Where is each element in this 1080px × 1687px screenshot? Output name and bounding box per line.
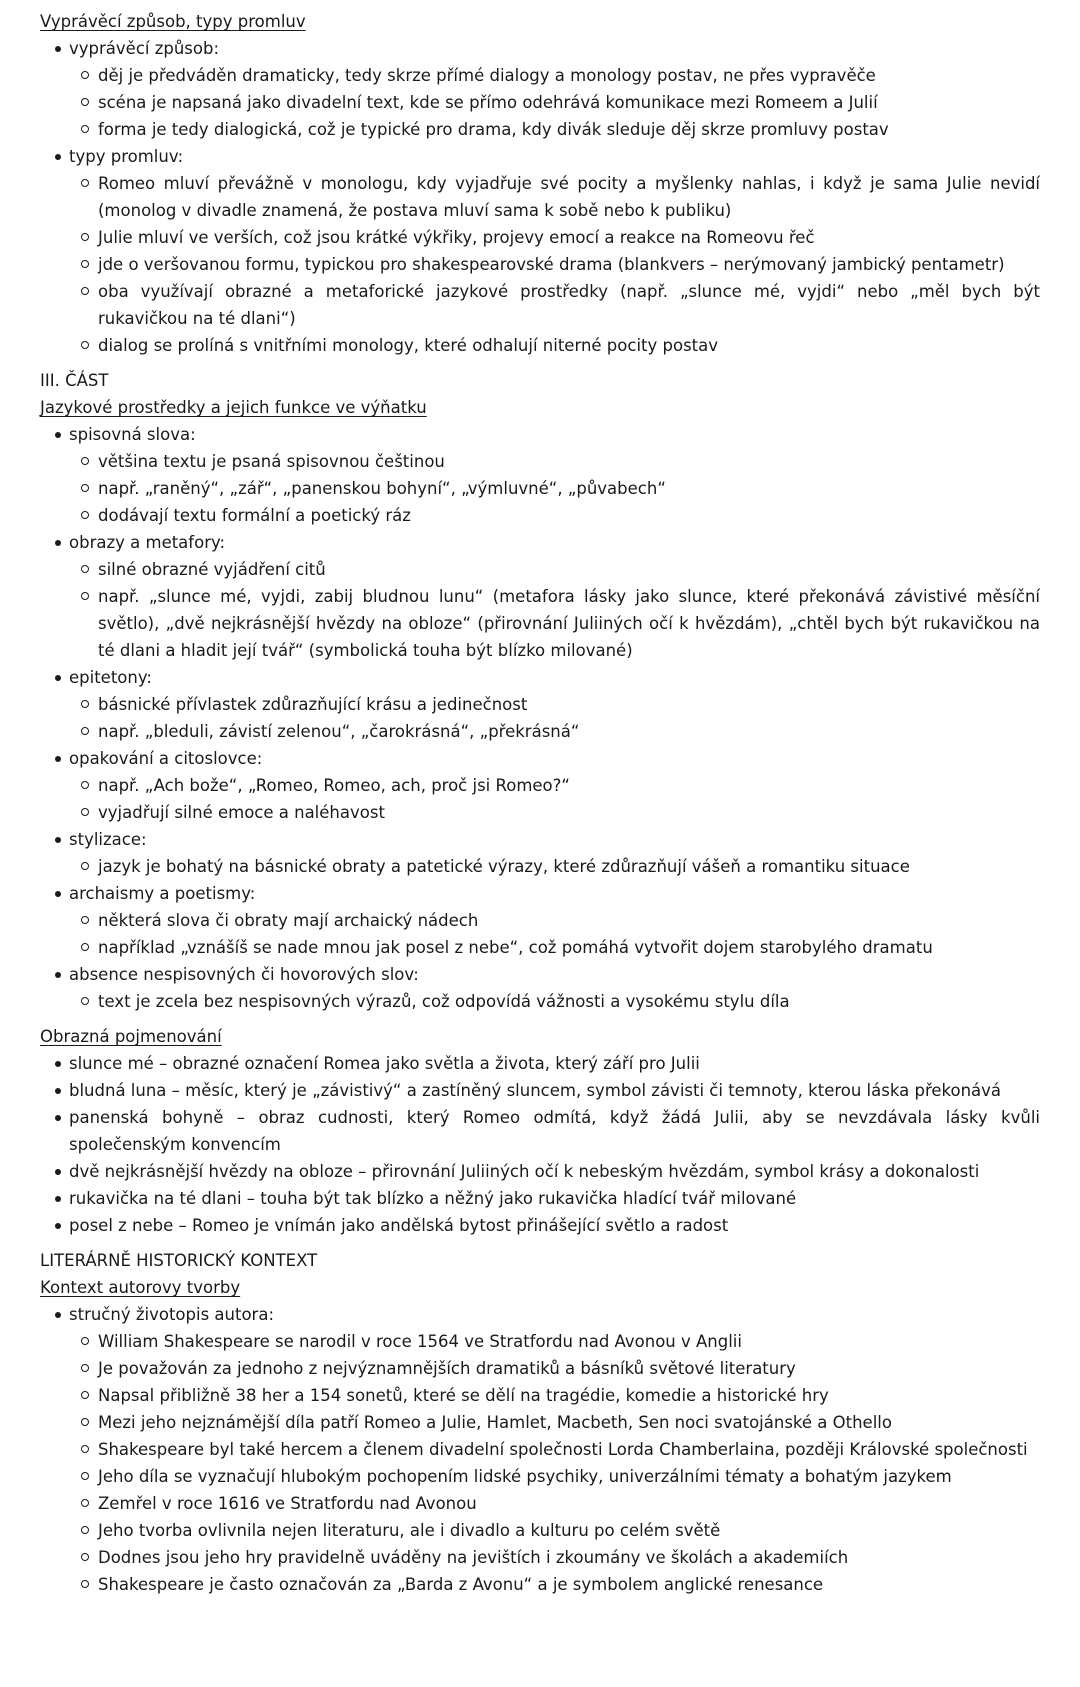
sub-item: Romeo mluví převážně v monologu, kdy vyjadřuje své pocity a myšlenky nahlas, i když je sama Julie nevidí (monolog v divadle znamená, že postava mluví sama k sobě nebo k publiku) bbox=[69, 170, 1040, 224]
part-heading-3: III. ČÁST bbox=[40, 371, 109, 390]
list-item: panenská bohyně – obraz cudnosti, který Romeo odmítá, když žádá Julii, aby se nevzdávala lásky kvůli společenským konvencím bbox=[40, 1104, 1040, 1158]
sub-item: dialog se prolíná s vnitřními monology, které odhalují niterné pocity postav bbox=[69, 332, 1040, 359]
section-heading-narration: Vyprávěcí způsob, typy promluv bbox=[40, 12, 306, 31]
author-list bbox=[40, 1301, 1040, 1598]
list-item bbox=[40, 143, 1040, 359]
sub-list bbox=[69, 988, 1040, 1015]
section-heading-figurative: Obrazná pojmenování bbox=[40, 1027, 222, 1046]
sub-item: většina textu je psaná spisovnou češtinou bbox=[69, 448, 1040, 475]
sub-item: oba využívají obrazné a metaforické jazykové prostředky (např. „slunce mé, vyjdi“ nebo „měl bych být rukavičkou na té dlani“) bbox=[69, 278, 1040, 332]
sub-item: např. „slunce mé, vyjdi, zabij bludnou lunu“ (metafora lásky jako slunce, které překonává závistivé měsíční světlo), „dvě nejkrásnější hvězdy na obloze“ (přirovnání Juliiných očí k hvězdám), „chtěl bych být rukavičkou na té dlani a hladit její tvář“ (symbolická touha být blízko milované) bbox=[69, 583, 1040, 664]
list-item bbox=[40, 529, 1040, 664]
sub-item: Dodnes jsou jeho hry pravidelně uváděny na jevištích i zkoumány ve školách a akademiích bbox=[69, 1544, 1040, 1571]
item-label: stručný životopis autora: bbox=[69, 1305, 275, 1324]
sub-list bbox=[69, 448, 1040, 529]
list-item bbox=[40, 880, 1040, 961]
sub-item: Julie mluví ve verších, což jsou krátké výkřiky, projevy emocí a reakce na Romeovu řeč bbox=[69, 224, 1040, 251]
list-item: bludná luna – měsíc, který je „závistivý“ a zastíněný sluncem, symbol závisti či temnoty, kterou láska překonává bbox=[40, 1077, 1040, 1104]
sub-item: Jeho díla se vyznačují hlubokým pochopením lidské psychiky, univerzálními tématy a bohatým jazykem bbox=[69, 1463, 1040, 1490]
list-item: dvě nejkrásnější hvězdy na obloze – přirovnání Juliiných očí k nebeským hvězdám, symbol krásy a dokonalosti bbox=[40, 1158, 1040, 1185]
sub-item: Jeho tvorba ovlivnila nejen literaturu, ale i divadlo a kulturu po celém světě bbox=[69, 1517, 1040, 1544]
item-label: spisovná slova: bbox=[69, 425, 196, 444]
sub-item: forma je tedy dialogická, což je typické pro drama, kdy divák sleduje děj skrze promluvy postav bbox=[69, 116, 1040, 143]
sub-item: vyjadřují silné emoce a naléhavost bbox=[69, 799, 1040, 826]
sub-list bbox=[69, 853, 1040, 880]
sub-item: jazyk je bohatý na básnické obraty a patetické výrazy, které zdůrazňují vášeň a romantiku situace bbox=[69, 853, 1040, 880]
item-label: vyprávěcí způsob: bbox=[69, 39, 220, 58]
sub-item: William Shakespeare se narodil v roce 1564 ve Stratfordu nad Avonou v Anglii bbox=[69, 1328, 1040, 1355]
sub-item: Shakespeare je často označován za „Barda z Avonu“ a je symbolem anglické renesance bbox=[69, 1571, 1040, 1598]
item-label: stylizace: bbox=[69, 830, 147, 849]
list-item bbox=[40, 664, 1040, 745]
list-item bbox=[40, 421, 1040, 529]
sub-item: dodávají textu formální a poetický ráz bbox=[69, 502, 1040, 529]
sub-list bbox=[69, 170, 1040, 359]
item-label: epitetony: bbox=[69, 668, 152, 687]
part-heading-4: LITERÁRNĚ HISTORICKÝ KONTEXT bbox=[40, 1251, 318, 1270]
sub-item: text je zcela bez nespisovných výrazů, což odpovídá vážnosti a vysokému stylu díla bbox=[69, 988, 1040, 1015]
language-list bbox=[40, 421, 1040, 1015]
sub-item: děj je předváděn dramaticky, tedy skrze přímé dialogy a monology postav, ne přes vypravěče bbox=[69, 62, 1040, 89]
sub-list bbox=[69, 691, 1040, 745]
figurative-list bbox=[40, 1050, 1040, 1239]
sub-item: Je považován za jednoho z nejvýznamnějších dramatiků a básníků světové literatury bbox=[69, 1355, 1040, 1382]
sub-item: některá slova či obraty mají archaický nádech bbox=[69, 907, 1040, 934]
list-item bbox=[40, 745, 1040, 826]
item-label: obrazy a metafory: bbox=[69, 533, 226, 552]
narration-list bbox=[40, 35, 1040, 359]
sub-item: např. „bleduli, závistí zelenou“, „čarokrásná“, „překrásná“ bbox=[69, 718, 1040, 745]
list-item bbox=[40, 1301, 1040, 1598]
sub-item: jde o veršovanou formu, typickou pro shakespearovské drama (blankvers – nerýmovaný jambický pentametr) bbox=[69, 251, 1040, 278]
sub-item: Zemřel v roce 1616 ve Stratfordu nad Avonou bbox=[69, 1490, 1040, 1517]
sub-list bbox=[69, 772, 1040, 826]
list-item bbox=[40, 826, 1040, 880]
sub-item: scéna je napsaná jako divadelní text, kde se přímo odehrává komunikace mezi Romeem a Julií bbox=[69, 89, 1040, 116]
sub-item: Mezi jeho nejznámější díla patří Romeo a Julie, Hamlet, Macbeth, Sen noci svatojánské a Othello bbox=[69, 1409, 1040, 1436]
item-label: archaismy a poetismy: bbox=[69, 884, 256, 903]
sub-list bbox=[69, 1328, 1040, 1598]
sub-item: Napsal přibližně 38 her a 154 sonetů, které se dělí na tragédie, komedie a historické hry bbox=[69, 1382, 1040, 1409]
sub-item: např. „raněný“, „zář“, „panenskou bohyní“, „výmluvné“, „půvabech“ bbox=[69, 475, 1040, 502]
section-heading-language: Jazykové prostředky a jejich funkce ve výňatku bbox=[40, 398, 427, 417]
item-label: typy promluv: bbox=[69, 147, 184, 166]
list-item: posel z nebe – Romeo je vnímán jako andělská bytost přinášející světlo a radost bbox=[40, 1212, 1040, 1239]
list-item bbox=[40, 961, 1040, 1015]
section-heading-author: Kontext autorovy tvorby bbox=[40, 1278, 241, 1297]
sub-list bbox=[69, 907, 1040, 961]
item-label: opakování a citoslovce: bbox=[69, 749, 263, 768]
sub-item: básnické přívlastek zdůrazňující krásu a jedinečnost bbox=[69, 691, 1040, 718]
list-item bbox=[40, 35, 1040, 143]
sub-item: například „vznášíš se nade mnou jak posel z nebe“, což pomáhá vytvořit dojem starobylého dramatu bbox=[69, 934, 1040, 961]
list-item: rukavička na té dlani – touha být tak blízko a něžný jako rukavička hladící tvář milované bbox=[40, 1185, 1040, 1212]
sub-item: např. „Ach bože“, „Romeo, Romeo, ach, proč jsi Romeo?“ bbox=[69, 772, 1040, 799]
sub-list bbox=[69, 62, 1040, 143]
sub-list bbox=[69, 556, 1040, 664]
sub-item: Shakespeare byl také hercem a členem divadelní společnosti Lorda Chamberlaina, později Královské společnosti bbox=[69, 1436, 1040, 1463]
item-label: absence nespisovných či hovorových slov: bbox=[69, 965, 419, 984]
sub-item: silné obrazné vyjádření citů bbox=[69, 556, 1040, 583]
list-item: slunce mé – obrazné označení Romea jako světla a života, který září pro Julii bbox=[40, 1050, 1040, 1077]
